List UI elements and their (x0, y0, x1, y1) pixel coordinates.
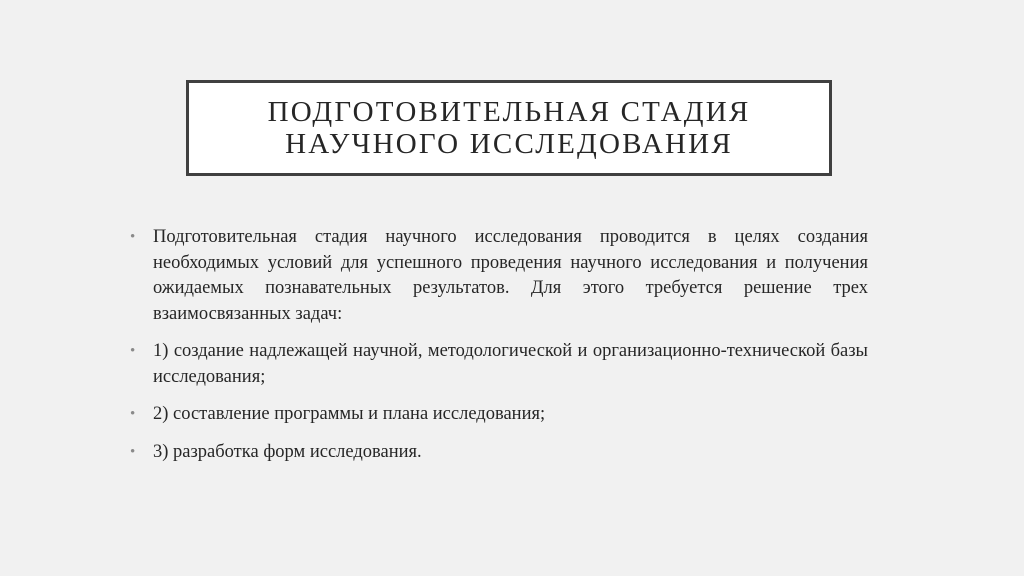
slide-title-line-2: НАУЧНОГО ИССЛЕДОВАНИЯ (285, 128, 733, 160)
bullet-dot-icon: • (130, 406, 136, 422)
bullet-item (130, 402, 868, 428)
bullet-item (130, 339, 868, 390)
bullet-text: Подготовительная стадия научного исследования проводится в целях создания необходимых условий для успешного проведения научного исследования и получения ожидаемых познавательных результатов. Для этого требуется решение трех взаимосвязанных задач: (153, 227, 868, 324)
bullet-list (130, 225, 868, 477)
slide-title-line-1: ПОДГОТОВИТЕЛЬНАЯ СТАДИЯ (267, 96, 751, 128)
bullet-text: 1) создание надлежащей научной, методологической и организационно-технической базы исследования; (153, 341, 868, 387)
bullet-item (130, 225, 868, 327)
bullet-text: 3) разработка форм исследования. (153, 441, 422, 462)
bullet-dot-icon: • (130, 443, 136, 460)
bullet-text: 2) составление программы и плана исследования; (153, 404, 546, 424)
slide-title-box (186, 80, 832, 176)
bullet-dot-icon: • (130, 229, 136, 245)
bullet-dot-icon: • (130, 343, 136, 359)
bullet-item (130, 440, 868, 466)
